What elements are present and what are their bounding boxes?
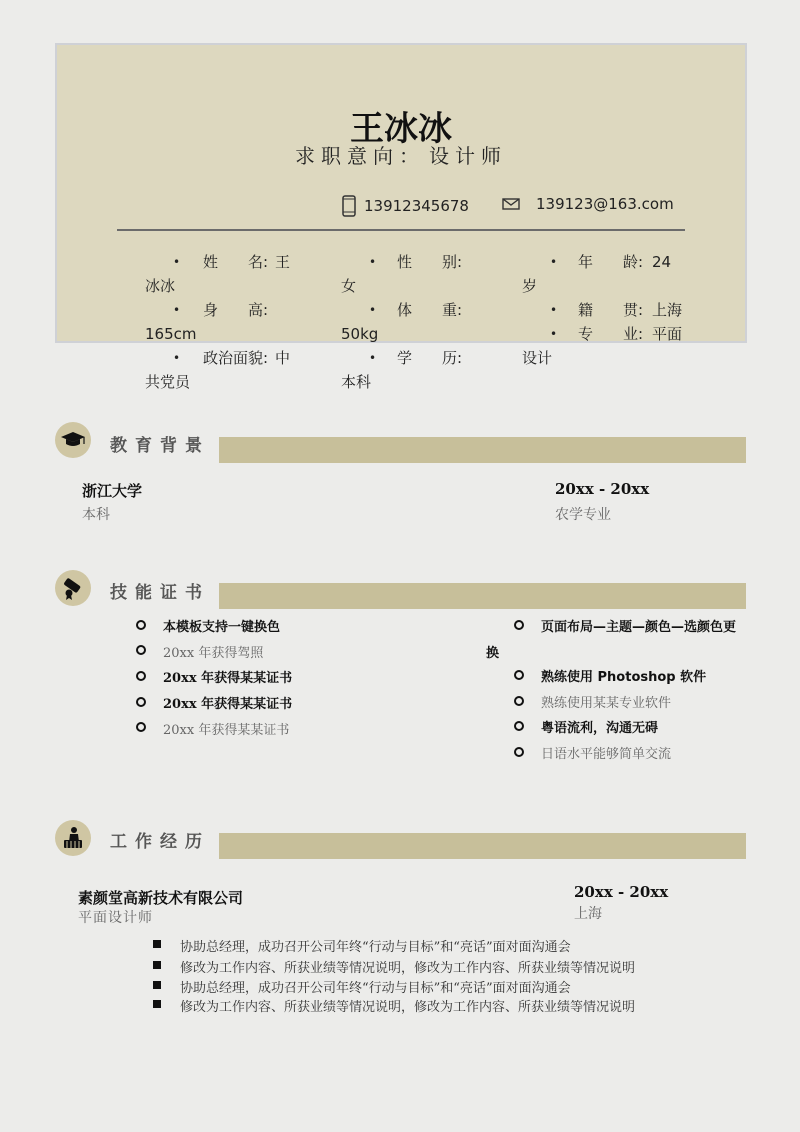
email-contact [502,195,674,213]
skills-bar [219,583,746,609]
skills-title: 技能证书 [110,583,210,603]
skill-left-item: 20xx 年获得驾照 [163,646,264,661]
bullet-ring-icon [514,620,524,630]
bullet-ring-icon [136,722,146,732]
bullet-ring-icon [136,697,146,707]
bullet-ring-icon [514,747,524,757]
info-column-2: • 性 别: 女 • 体 重: 50kg • 学 历: 本科 [341,250,521,394]
work-bar [219,833,746,859]
skill-left-item: 20xx 年获得某某证书 [163,671,293,686]
info-gender-value: 女 [341,277,357,295]
skill-right-item: 页面布局—主题—颜色—选颜色更 [541,620,737,635]
skill-left-item: 20xx 年获得某某证书 [163,697,293,712]
square-bullet-icon [153,1000,161,1008]
info-age-value: 24 [652,253,672,271]
education-period: 20xx - 20xx [555,480,650,498]
graduation-cap-icon [60,431,86,449]
degree: 本科 [82,507,110,523]
duty-item: 修改为工作内容、所获业绩等情况说明，修改为工作内容、所获业绩等情况说明 [180,1000,636,1015]
job-intent [57,140,745,169]
info-major-label: 专 业: [578,325,644,343]
skill-right-item: 熟练使用某某专业软件 [541,696,672,711]
work-section-icon [55,820,91,856]
skill-right-item-wrap: 换 [486,646,500,661]
info-column-1: • 姓 名: 王 冰冰 • 身 高: 165cm • 政治面貌: 中 共党员 [145,250,325,394]
info-weight-label: 体 重: [397,301,463,319]
info-name-value: 王 [275,253,291,271]
skill-left-item: 本模板支持一键换色 [163,620,281,635]
skills-section-icon [55,570,91,606]
info-name-value-wrap: 冰冰 [145,277,176,295]
info-politics-value-wrap: 共党员 [145,373,191,391]
mail-icon [502,198,520,210]
skill-right-item: 熟练使用 Photoshop 软件 [541,670,707,685]
skill-right-item: 粤语流利，沟通无碍 [541,721,659,736]
education-section-icon [55,422,91,458]
work-period: 20xx - 20xx [574,883,669,901]
info-height-label: 身 高: [203,301,269,319]
school-name: 浙江大学 [82,482,143,500]
bullet-ring-icon [136,671,146,681]
phone-number: 13912345678 [364,197,469,215]
bullet-ring-icon [514,696,524,706]
worker-icon [61,826,85,850]
education-major: 农学专业 [555,507,611,523]
phone-contact [342,195,469,217]
header-divider [117,229,685,231]
candidate-name: 王冰冰 [350,109,452,149]
education-bar [219,437,746,463]
bullet-ring-icon [514,670,524,680]
square-bullet-icon [153,940,161,948]
skill-left-item: 20xx 年获得某某证书 [163,723,290,738]
phone-icon [342,195,356,217]
bullet-ring-icon [136,620,146,630]
info-age-label: 年 龄: [578,253,644,271]
info-major-value: 平面 [652,325,683,343]
info-weight-value: 50kg [341,325,379,343]
email-address: 139123@163.com [536,195,674,213]
info-major-value-wrap: 设计 [522,349,553,367]
work-title: 工作经历 [110,832,210,852]
job-position: 平面设计师 [78,910,153,926]
info-column-3: • 年 龄: 24 岁 • 籍 贯: 上海 • 专 业: 平面 设计 [522,250,722,370]
skill-right-item: 日语水平能够简单交流 [541,747,672,762]
duty-item: 修改为工作内容、所获业绩等情况说明，修改为工作内容、所获业绩等情况说明 [180,961,636,976]
certificate-scroll-icon [61,576,85,600]
duty-item: 协助总经理，成功召开公司年终“行动与目标”和“亮话”面对面沟通会 [180,981,571,996]
info-edu-value: 本科 [341,373,372,391]
square-bullet-icon [153,981,161,989]
job-intent-value: 设计师 [429,144,507,168]
info-height-value: 165cm [145,325,197,343]
info-origin-label: 籍 贯: [578,301,644,319]
bullet-ring-icon [514,721,524,731]
info-name-label: 姓 名: [203,253,269,271]
work-location: 上海 [574,906,602,922]
info-age-value-wrap: 岁 [522,277,538,295]
info-edu-label: 学 历: [397,349,463,367]
info-politics-value: 中 [275,349,291,367]
education-title: 教育背景 [110,436,210,456]
company-name: 素颜堂高新技术有限公司 [78,889,244,907]
info-origin-value: 上海 [652,301,683,319]
duty-item: 协助总经理，成功召开公司年终“行动与目标”和“亮话”面对面沟通会 [180,940,571,955]
info-gender-label: 性 别: [397,253,463,271]
bullet-ring-icon [136,645,146,655]
job-intent-label: 求职意向： [295,144,425,168]
square-bullet-icon [153,961,161,969]
info-politics-label: 政治面貌: [203,349,269,367]
